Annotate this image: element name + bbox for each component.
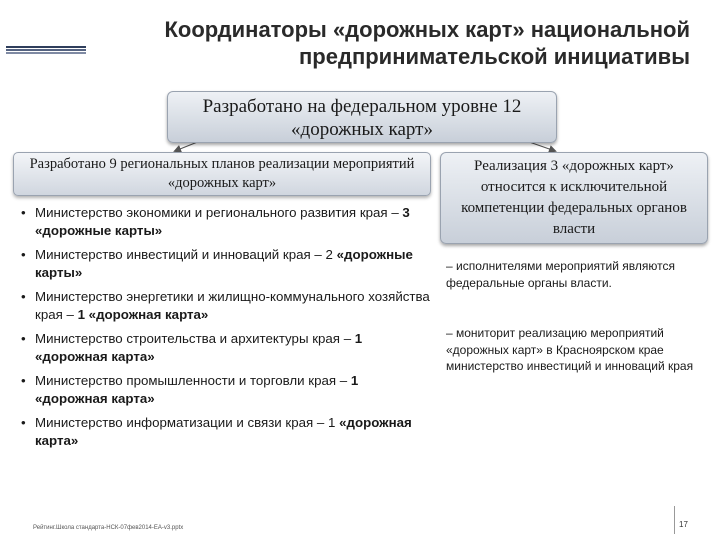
bullet-icon: • xyxy=(21,205,26,220)
note-monitoring: – мониторит реализацию мероприятий «дорожных карт» в Красноярском крае министерство инвестиций и инноваций края xyxy=(446,326,694,373)
list-item: • Министерство промышленности и торговли края – 1 «дорожная карта» xyxy=(21,373,359,406)
note-executors: – исполнителями мероприятий являются федеральные органы власти. xyxy=(446,259,675,290)
federal-summary-box: Разработано на федеральном уровне 12 «дорожных карт» xyxy=(167,91,557,143)
list-item: • Министерство инвестиций и инноваций края – 2 «дорожные карты» xyxy=(21,247,413,280)
bullet-icon: • xyxy=(21,331,26,346)
federal-competence-box: Реализация 3 «дорожных карт» относится к исключительной компетенции федеральных органов власти xyxy=(440,152,708,244)
list-item: • Министерство энергетики и жилищно-коммунального хозяйства края – 1 «дорожная карта» xyxy=(21,289,430,322)
bullet-icon: • xyxy=(21,289,26,304)
regional-summary-box: Разработано 9 региональных планов реализации мероприятий «дорожных карт» xyxy=(13,152,431,196)
list-item: • Министерство строительства и архитектуры края – 1 «дорожная карта» xyxy=(21,331,363,364)
footer-filename: Рейтинг.Школа стандарта-НСК-07фев2014-ЕА-v3.pptx xyxy=(33,525,184,531)
accent-bar xyxy=(6,46,86,56)
list-item: • Министерство экономики и регионального развития края – 3 «дорожные карты» xyxy=(21,205,410,238)
ministry-list xyxy=(13,204,431,449)
footer-divider xyxy=(674,506,675,534)
page-title: Координаторы «дорожных карт» национальной предпринимательской инициативы xyxy=(164,17,690,69)
list-item: • Министерство информатизации и связи края – 1 «дорожная карта» xyxy=(21,415,412,448)
page-number: 17 xyxy=(679,520,688,529)
bullet-icon: • xyxy=(21,247,26,262)
bullet-icon: • xyxy=(21,415,26,430)
regional-panel xyxy=(13,152,431,502)
bullet-icon: • xyxy=(21,373,26,388)
